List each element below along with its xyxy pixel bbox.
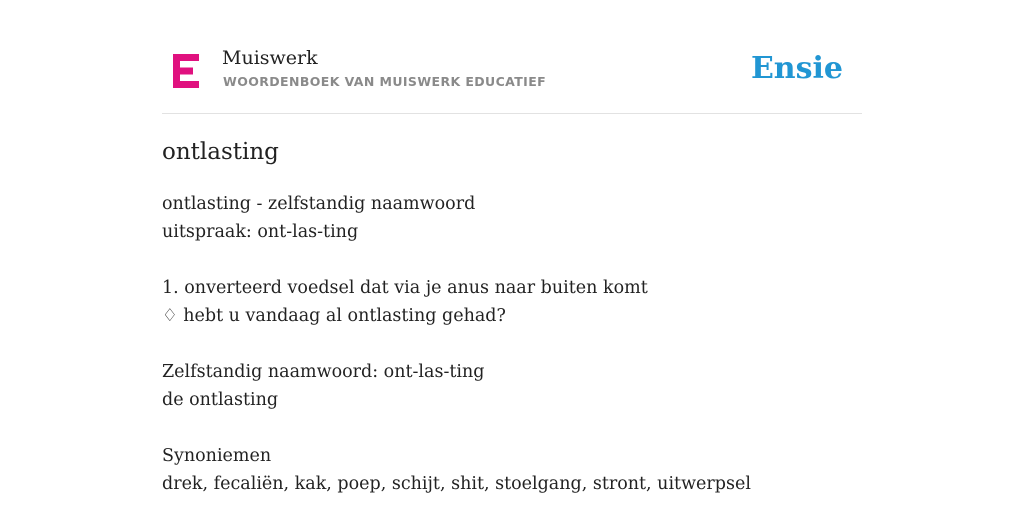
site-header [162,0,862,114]
definition: 1. onverteerd voedsel dat via je anus naar buiten komt [162,278,648,298]
site-name[interactable]: Muiswerk [222,47,318,69]
entry-content [162,190,751,498]
page [162,0,862,512]
muiswerk-logo-icon[interactable] [173,54,201,88]
page-title: ontlasting [162,139,279,165]
noun-article: de ontlasting [162,390,279,410]
synonyms-list: drek, fecaliën, kak, poep, schijt, shit, stoelgang, stront, uitwerpsel [162,474,751,494]
pronunciation: uitspraak: ont-las-ting [162,222,359,242]
site-subtitle: WOORDENBOEK VAN MUISWERK EDUCATIEF [223,74,547,89]
example-sentence: ♢ hebt u vandaag al ontlasting gehad? [162,306,506,326]
spacer [162,414,751,442]
synonyms-label: Synoniemen [162,446,272,466]
spacer [162,246,751,274]
entry-heading-line: ontlasting - zelfstandig naamwoord [162,194,476,214]
spacer [162,330,751,358]
ensie-logo[interactable]: Ensie [750,51,843,86]
noun-syllables: Zelfstandig naamwoord: ont-las-ting [162,362,485,382]
